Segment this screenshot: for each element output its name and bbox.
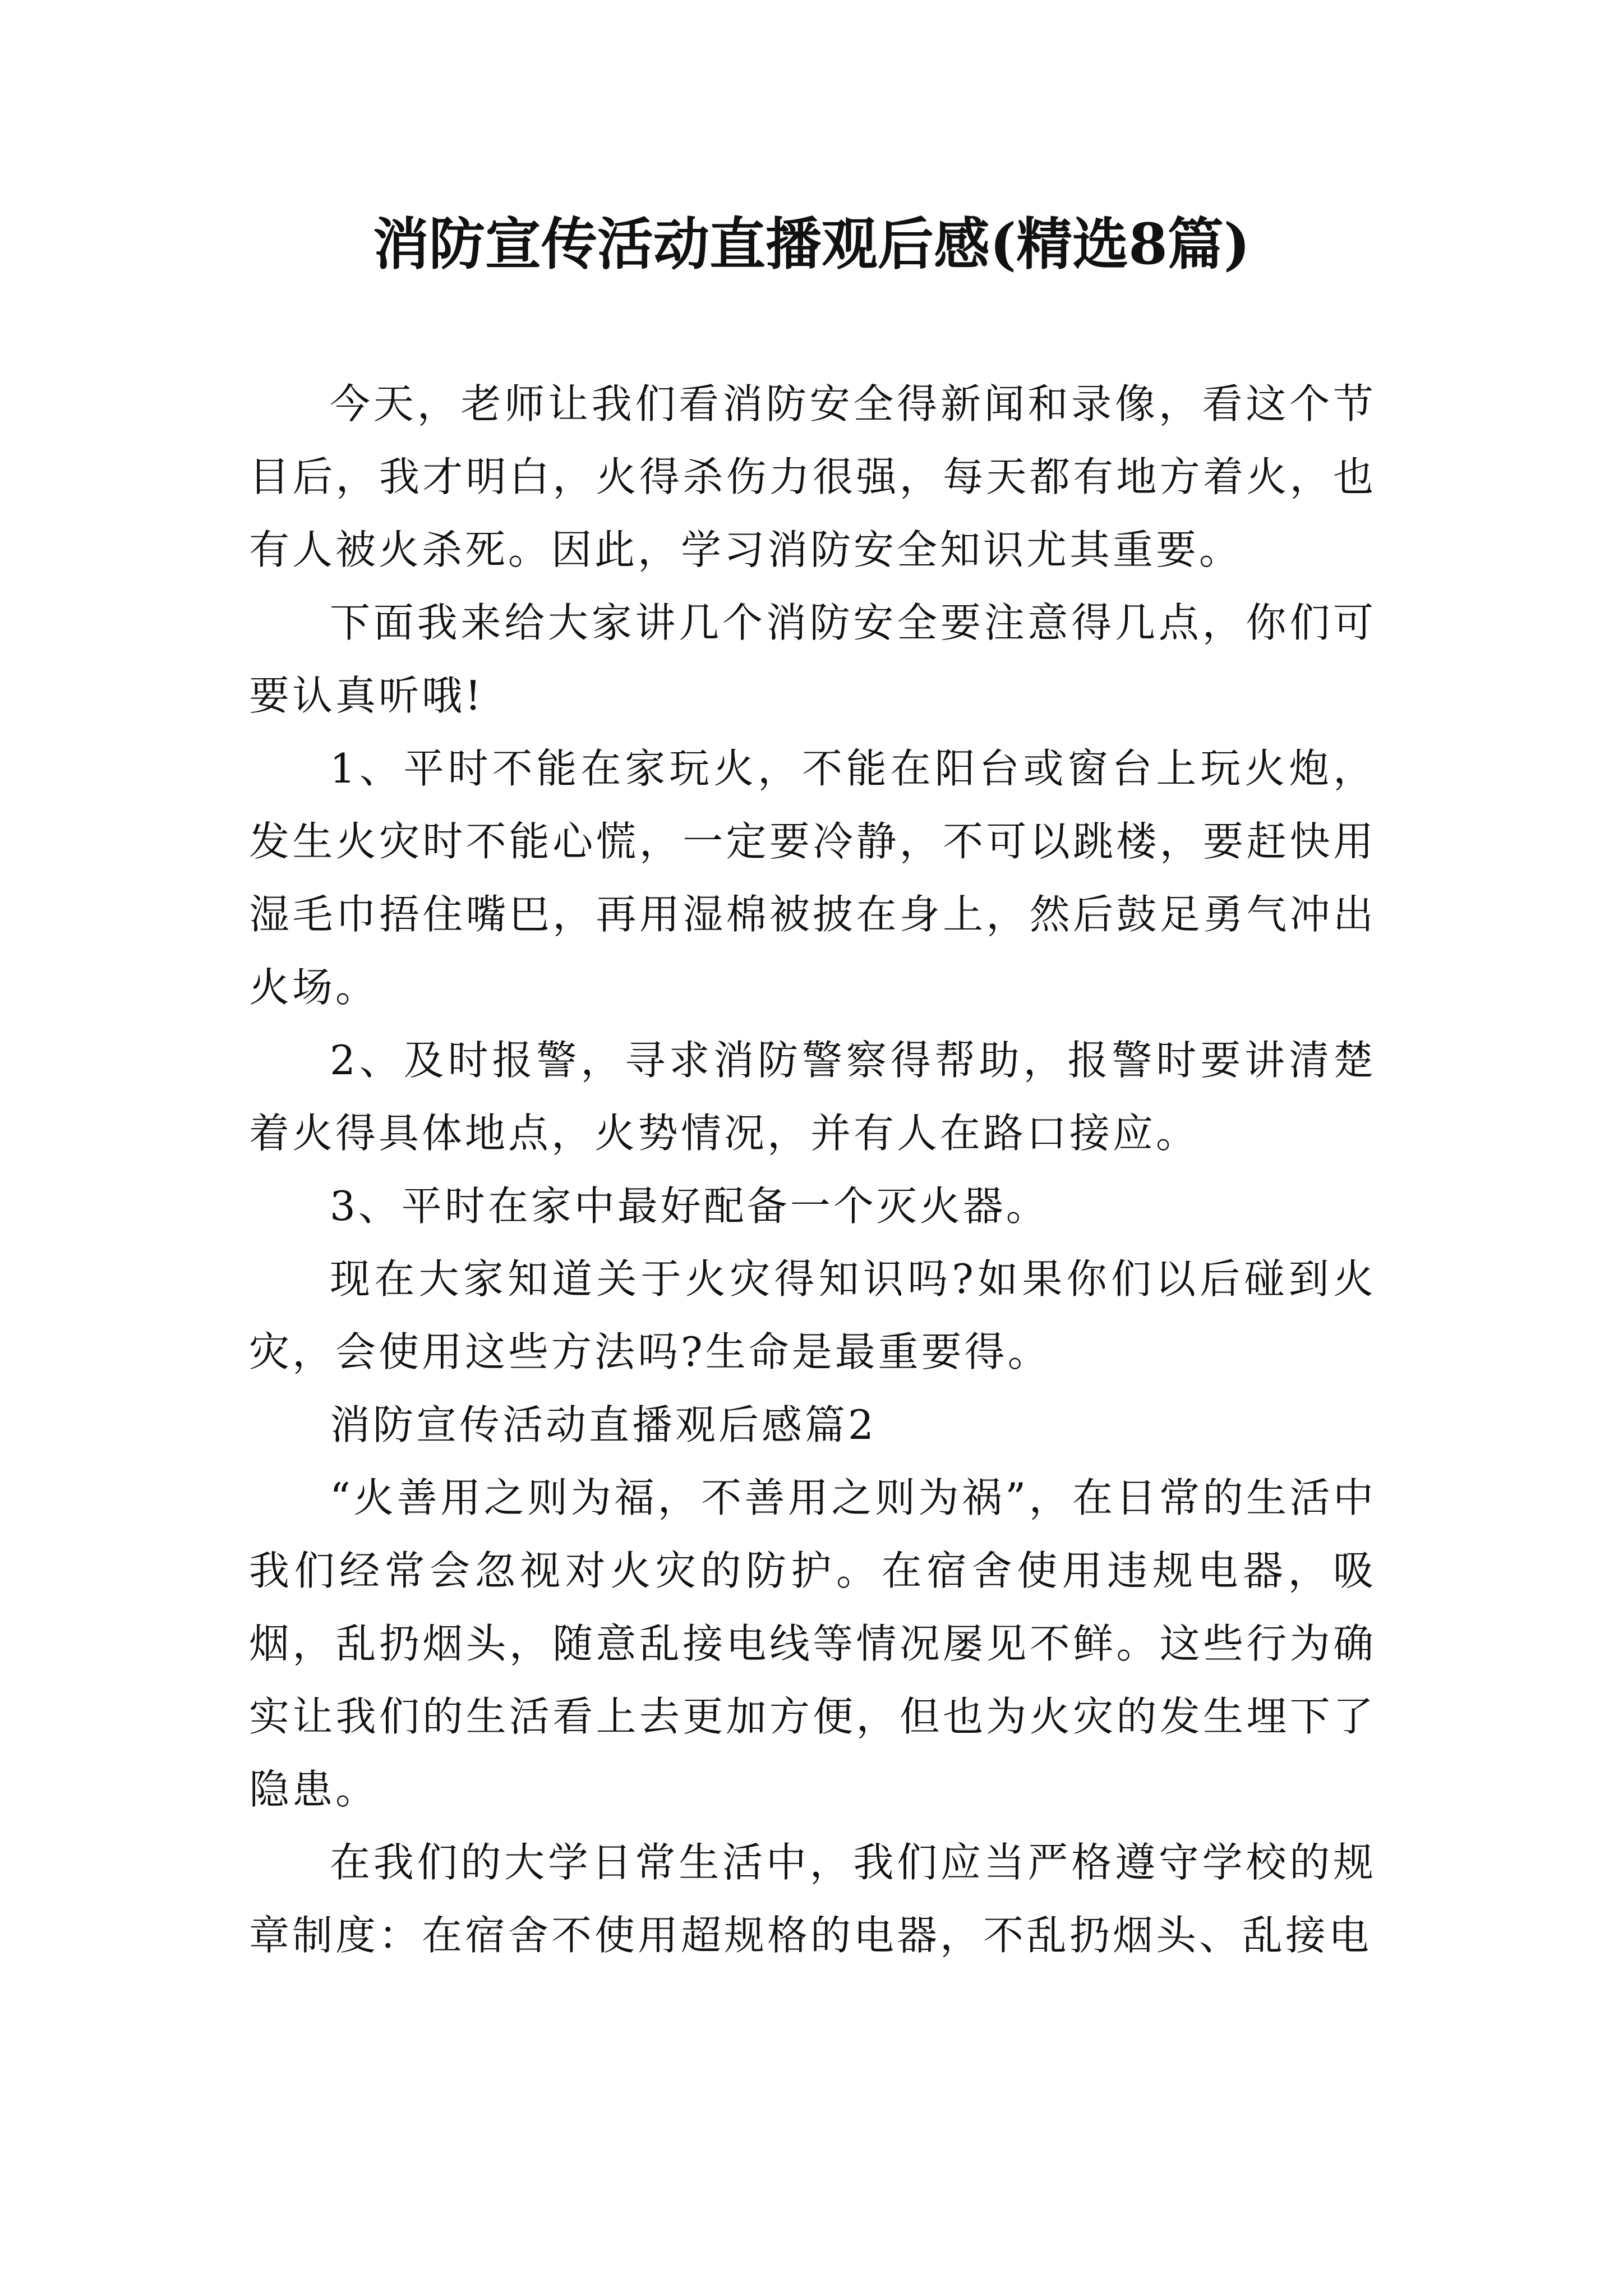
- paragraph: 现在大家知道关于火灾得知识吗?如果你们以后碰到火灾，会使用这些方法吗?生命是最重要得。: [249, 1255, 1376, 1375]
- document-body: [249, 367, 1376, 1972]
- paragraph: 在我们的大学日常生活中，我们应当严格遵守学校的规章制度：在宿舍不使用超规格的电器，不乱扔烟头、乱接电: [249, 1839, 1376, 1959]
- section-heading: 消防宣传活动直播观后感篇2: [330, 1401, 877, 1448]
- paragraph: 下面我来给大家讲几个消防安全要注意得几点，你们可要认真听哦!: [249, 599, 1376, 719]
- paragraph: 3、平时在家中最好配备一个灭火器。: [330, 1182, 1049, 1230]
- document-title: 消防宣传活动直播观后感(精选8篇): [372, 211, 1251, 277]
- paragraph: 1、平时不能在家玩火，不能在阳台或窗台上玩火炮，发生火灾时不能心慌，一定要冷静，不可以跳楼，要赶快用湿毛巾捂住嘴巴，再用湿棉被披在身上，然后鼓足勇气冲出火场。: [249, 745, 1376, 1011]
- paragraph: “火善用之则为福，不善用之则为祸”，在日常的生活中我们经常会忽视对火灾的防护。在宿舍使用违规电器，吸烟，乱扔烟头，随意乱接电线等情况屡见不鲜。这些行为确实让我们的生活看上去更加方便，但也为火灾的发生埋下了隐患。: [249, 1474, 1376, 1813]
- paragraph: 今天，老师让我们看消防安全得新闻和录像，看这个节目后，我才明白，火得杀伤力很强，每天都有地方着火，也有人被火杀死。因此，学习消防安全知识尤其重要。: [249, 380, 1376, 573]
- paragraph: 2、及时报警，寻求消防警察得帮助，报警时要讲清楚着火得具体地点，火势情况，并有人在路口接应。: [249, 1037, 1376, 1157]
